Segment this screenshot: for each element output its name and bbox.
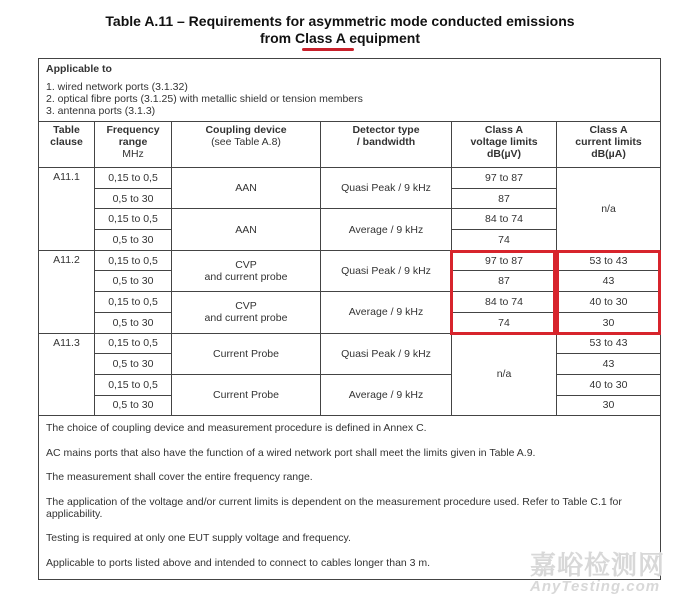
- voltage-cell: 97 to 87: [452, 250, 557, 271]
- watermark-cn: 嘉峪检测网: [530, 550, 666, 580]
- current-cell: n/a: [557, 168, 661, 251]
- freq-cell: 0,15 to 0,5: [95, 374, 172, 395]
- clause-cell: A11.2: [39, 250, 95, 333]
- current-cell: 40 to 30: [557, 292, 661, 313]
- header-current: Class A current limits dB(µA): [557, 122, 661, 168]
- detector-cell: Quasi Peak / 9 kHz: [321, 333, 452, 374]
- header-row: [39, 122, 661, 168]
- note: The application of the voltage and/or current limits is dependent on the measurement procedure used. Refer to Table C.1 for applicability.: [46, 495, 622, 520]
- note: The choice of coupling device and measurement procedure is defined in Annex C.: [46, 422, 427, 435]
- voltage-cell: 84 to 74: [452, 292, 557, 313]
- detector-cell: Average / 9 kHz: [321, 292, 452, 333]
- detector-cell: Quasi Peak / 9 kHz: [321, 168, 452, 209]
- coupling-cell: Current Probe: [172, 333, 321, 374]
- freq-cell: 0,5 to 30: [95, 230, 172, 251]
- freq-cell: 0,15 to 0,5: [95, 333, 172, 354]
- current-cell: 40 to 30: [557, 374, 661, 395]
- voltage-cell: 87: [452, 188, 557, 209]
- detector-cell: Average / 9 kHz: [321, 374, 452, 415]
- coupling-cell: AAN: [172, 209, 321, 250]
- current-cell: 53 to 43: [557, 333, 661, 354]
- freq-cell: 0,5 to 30: [95, 312, 172, 333]
- voltage-cell: 74: [452, 230, 557, 251]
- header-voltage: Class A voltage limits dB(µV): [452, 122, 557, 168]
- freq-cell: 0,5 to 30: [95, 354, 172, 375]
- applicable-item: 2. optical fibre ports (3.1.25) with metallic shield or tension members: [46, 93, 363, 105]
- detector-cell: Quasi Peak / 9 kHz: [321, 250, 452, 291]
- coupling-cell: CVP and current probe: [172, 250, 321, 291]
- current-cell: 43: [557, 354, 661, 375]
- applicable-item: 3. antenna ports (3.1.3): [46, 105, 156, 117]
- voltage-cell: 87: [452, 271, 557, 292]
- table-row: [39, 374, 661, 395]
- header-coupling: Coupling device (see Table A.8): [172, 122, 321, 168]
- freq-cell: 0,15 to 0,5: [95, 168, 172, 189]
- applicable-item: 1. wired network ports (3.1.32): [46, 81, 188, 93]
- voltage-cell: 84 to 74: [452, 209, 557, 230]
- current-cell: 43: [557, 271, 661, 292]
- note: The measurement shall cover the entire frequency range.: [46, 471, 313, 484]
- note: Testing is required at only one EUT supply voltage and frequency.: [46, 532, 351, 545]
- applicable-to-cell: [39, 59, 661, 122]
- freq-cell: 0,15 to 0,5: [95, 209, 172, 230]
- voltage-cell: n/a: [452, 333, 557, 416]
- current-cell: 30: [557, 395, 661, 416]
- clause-cell: A11.3: [39, 333, 95, 416]
- table-title-line1: Table A.11 – Requirements for asymmetric mode conducted emissions: [105, 13, 575, 29]
- freq-cell: 0,5 to 30: [95, 271, 172, 292]
- coupling-cell: AAN: [172, 168, 321, 209]
- current-cell: 30: [557, 312, 661, 333]
- freq-cell: 0,15 to 0,5: [95, 292, 172, 313]
- freq-cell: 0,15 to 0,5: [95, 250, 172, 271]
- note: AC mains ports that also have the function of a wired network port shall meet the limits given in Table A.9.: [46, 446, 536, 459]
- red-underline: [302, 48, 354, 51]
- watermark-en: AnyTesting.com: [530, 578, 661, 595]
- table-row: [39, 333, 661, 354]
- voltage-cell: 97 to 87: [452, 168, 557, 189]
- coupling-cell: Current Probe: [172, 374, 321, 415]
- clause-cell: A11.1: [39, 168, 95, 251]
- freq-cell: 0,5 to 30: [95, 188, 172, 209]
- detector-cell: Average / 9 kHz: [321, 209, 452, 250]
- table-title-line2: from Class A equipment: [260, 30, 420, 46]
- header-frequency: Frequency range MHz: [95, 122, 172, 168]
- table-row: [39, 168, 661, 189]
- note: Applicable to ports listed above and intended to connect to cables longer than 3 m.: [46, 556, 431, 569]
- applicable-heading: Applicable to: [46, 63, 112, 75]
- coupling-cell: CVP and current probe: [172, 292, 321, 333]
- highlight-voltage-box: [450, 250, 556, 335]
- freq-cell: 0,5 to 30: [95, 395, 172, 416]
- header-detector: Detector type / bandwidth: [321, 122, 452, 168]
- highlight-current-box: [556, 250, 661, 335]
- header-clause: Table clause: [39, 122, 95, 168]
- voltage-cell: 74: [452, 312, 557, 333]
- current-cell: 53 to 43: [557, 250, 661, 271]
